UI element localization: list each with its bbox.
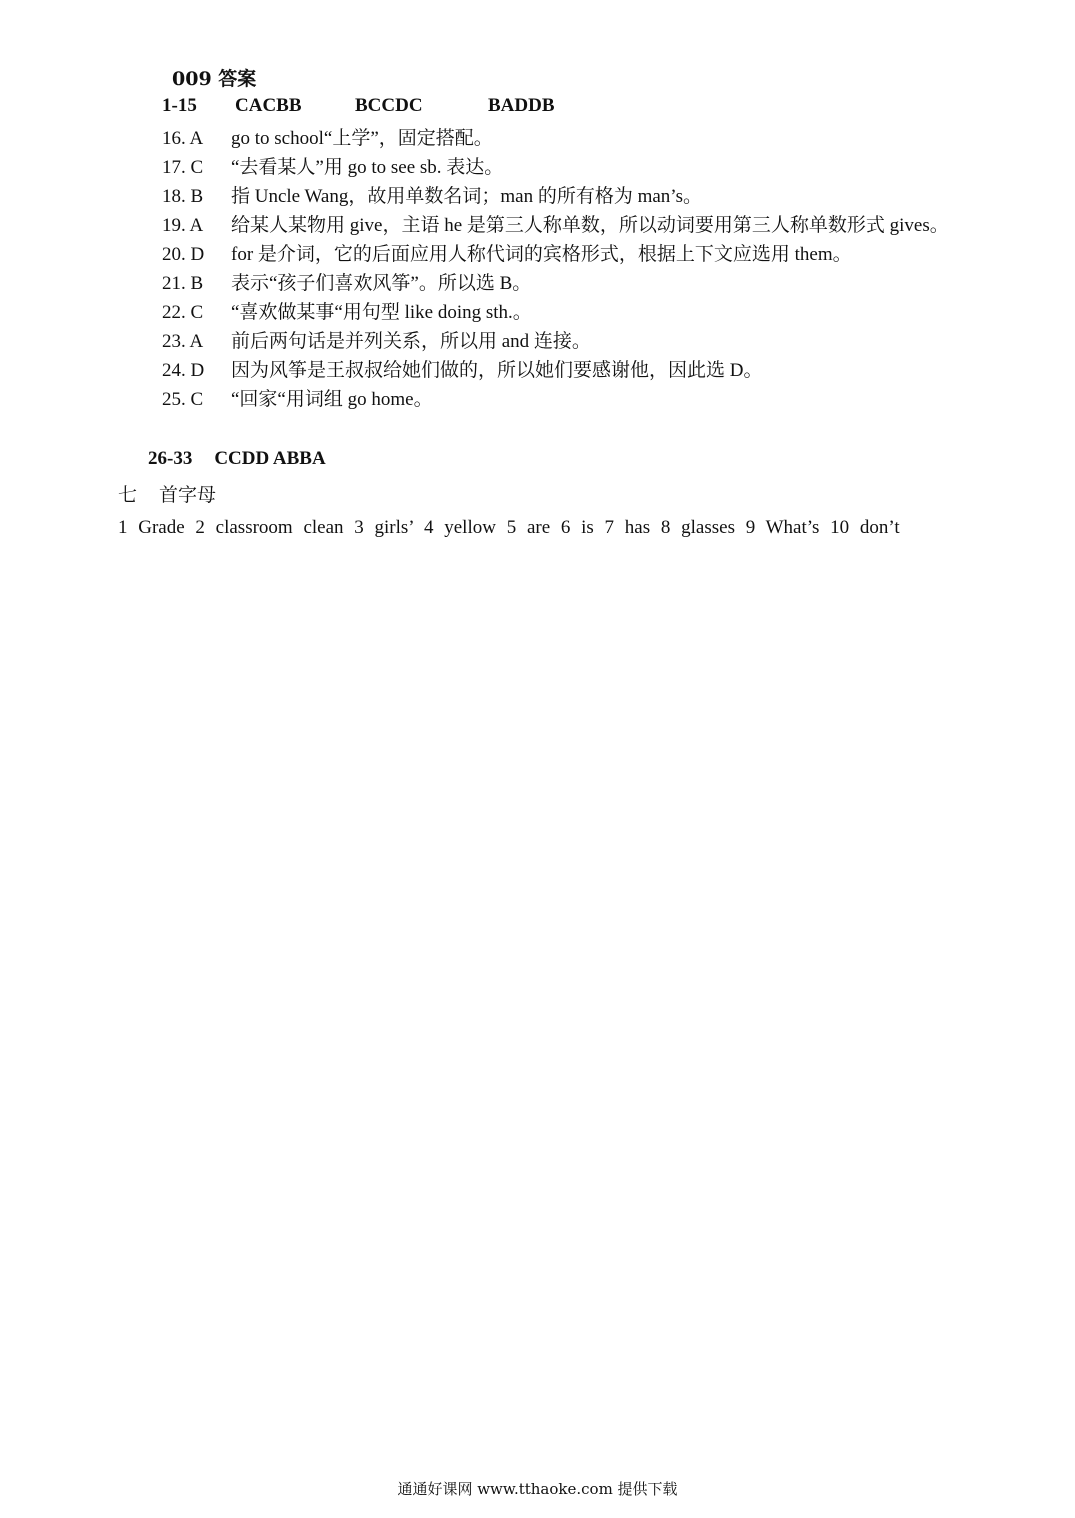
mc-group-3: BADDB	[488, 95, 555, 116]
answer-number: 16. A	[162, 128, 204, 149]
answer-explanation: “去看某人”用 go to see sb. 表达。	[231, 157, 504, 178]
block2-answers: CCDD ABBA	[214, 448, 326, 469]
answer-explanation: 给某人某物用 give，主语 he 是第三人称单数，所以动词要用第三人称单数形式 gives。	[231, 215, 949, 236]
answer-number: 21. B	[162, 273, 204, 294]
answer-explanation: for 是介词，它的后面应用人称代词的宾格形式，根据上下文应选用 them。	[231, 244, 852, 265]
answer-number: 23. A	[162, 331, 204, 352]
answer-explanation: go to school“上学”，固定搭配。	[231, 128, 493, 149]
answer-number: 17. C	[162, 157, 204, 178]
answer-number: 18. B	[162, 186, 204, 207]
multiple-choice-answers	[160, 95, 660, 123]
section-title: 首字母	[159, 484, 217, 506]
block2-range: 26-33	[148, 448, 193, 469]
answer-item	[162, 240, 962, 269]
answer-number: 19. A	[162, 215, 204, 236]
section-heading	[118, 480, 216, 507]
answer-item	[162, 211, 962, 240]
fill-in-answers: 1 Grade 2 classroom clean 3 girls’ 4 yellow 5 are 6 is 7 has 8 glasses 9 What’s 10 don’t	[118, 517, 900, 538]
page-footer: 通通好课网 www.tthaoke.com 提供下载	[397, 1480, 678, 1498]
answer-explanation: “回家“用词组 go home。	[231, 389, 433, 410]
answer-number: 22. C	[162, 302, 204, 323]
answer-item	[162, 385, 962, 414]
answer-explanation: “喜欢做某事“用句型 like doing sth.。	[231, 302, 532, 323]
answer-item	[162, 356, 962, 385]
answer-item	[162, 182, 962, 211]
answer-item	[162, 124, 962, 153]
answer-explanation: 因为风筝是王叔叔给她们做的，所以她们要感谢他，因此选 D。	[231, 360, 763, 381]
answer-number: 24. D	[162, 360, 205, 381]
mc-group-2: BCCDC	[355, 95, 423, 116]
section-number: 七	[118, 484, 138, 506]
page-title: 009 答案	[172, 68, 257, 90]
answer-item	[162, 298, 962, 327]
answer-number: 20. D	[162, 244, 205, 265]
answer-item	[162, 327, 962, 356]
answer-explanation: 前后两句话是并列关系，所以用 and 连接。	[231, 331, 591, 352]
mc-group-1: CACBB	[235, 95, 302, 116]
answer-explanations	[162, 124, 962, 414]
mc-range: 1-15	[162, 95, 197, 116]
answers-26-33	[148, 448, 348, 470]
answer-explanation: 指 Uncle Wang，故用单数名词；man 的所有格为 man’s。	[231, 186, 702, 207]
answer-item	[162, 153, 962, 182]
answer-item	[162, 269, 962, 298]
answer-number: 25. C	[162, 389, 204, 410]
answer-explanation: 表示“孩子们喜欢风筝”。所以选 B。	[231, 273, 532, 294]
